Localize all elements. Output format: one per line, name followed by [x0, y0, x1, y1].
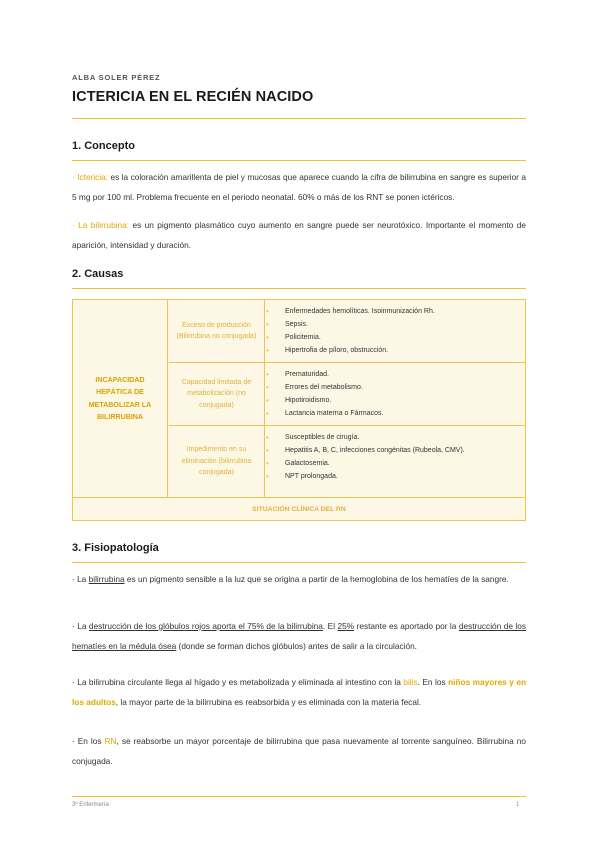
paragraph-fisio-2 [72, 616, 526, 656]
list-item: • Galactosemia. [285, 457, 465, 470]
text: · La bilirrubina circulante llega al hígado y es metabolizada y eliminada al intestino con la [72, 677, 404, 687]
underlined-percent: 25% [337, 621, 355, 631]
title-divider [72, 118, 526, 119]
paragraph-fisio-1 [72, 569, 526, 589]
list-item: • Prematuridad. [285, 368, 383, 381]
cause-list [285, 305, 435, 357]
cause-row-impedimento [169, 426, 525, 497]
cause-list [285, 368, 383, 420]
text: · En los [72, 736, 105, 746]
list-item: • NPT prolongada. [285, 470, 465, 483]
text: es un pigmento sensible a la luz que se origina a partir de la hemoglobina de los hematíes de la sangre. [124, 574, 509, 584]
footer-page-number: 1 [516, 802, 520, 808]
cause-list [285, 431, 465, 483]
bullet: · [72, 220, 79, 230]
definition-text: es la coloración amarillenta de piel y mucosas que aparece cuando la cifra de bilirrubina en sangre es superior a 5 mg por 100 ml. Problema frecuente en el periodo neonatal. 60% o más de los RNT se ponen ictéricos. [72, 172, 526, 202]
text: · La [72, 621, 89, 631]
footer-course: 3º Enfermería [72, 802, 109, 808]
paragraph-ictericia [72, 167, 526, 207]
list-item: • Policitemia. [285, 331, 435, 344]
page-title: ICTERICIA EN EL RECIÉN NACIDO [72, 89, 314, 105]
list-item: • Hipertrofia de píloro, obstrucción. [285, 344, 435, 357]
text: , se reabsorbe un mayor porcentaje de bilirrubina que pasa nuevamente al torrente sanguíneo. Bilirrubina no conjugada. [72, 736, 526, 766]
footer-divider [72, 796, 526, 797]
list-item: • Hipotiroidismo. [285, 394, 383, 407]
text: , la mayor parte de la bilirrubina es reabsorbida y es eliminada con la materia fecal. [115, 697, 422, 707]
section-divider [72, 288, 526, 289]
list-item: • Susceptibles de cirugía. [285, 431, 465, 444]
paragraph-fisio-4 [72, 731, 526, 771]
causes-table-footer: SITUACIÓN CLÍNICA DEL RN [73, 497, 525, 521]
highlight-bilis: bilis [403, 677, 418, 687]
text: · La [72, 574, 89, 584]
underlined-phrase: destrucción de los glóbulos rojos aporta el 75% de la bilirrubina [88, 621, 323, 631]
cause-row-exceso [169, 300, 525, 363]
paragraph-bilirrubina [72, 215, 526, 255]
author-name: ALBA SOLER PÉREZ [72, 73, 161, 82]
text: . El [322, 621, 338, 631]
cause-label: Impedimento en su eliminación (bilirrubina conjugada) [169, 426, 265, 497]
section-heading-concepto: 1. Concepto [72, 140, 135, 152]
list-item: • Sepsis. [285, 318, 435, 331]
list-item: • Enfermedades hemolíticas. Isoinmunización Rh. [285, 305, 435, 318]
causes-group-label: INCAPACIDAD HEPÁTICA DE METABOLIZAR LA BILIRRUBINA [73, 300, 168, 497]
definition-text: es un pigmento plasmático cuyo aumento en sangre puede ser neurotóxico. Importante el momento de aparición, intensidad y duración. [72, 220, 526, 250]
section-divider [72, 562, 526, 563]
highlight-adultos: niños mayores y en los adultos [72, 677, 527, 707]
paragraph-fisio-3 [72, 672, 526, 712]
section-heading-fisiopatologia: 3. Fisiopatología [72, 542, 159, 554]
cause-label: Capacidad limitada de metabolización (no conjugada) [169, 363, 265, 425]
list-item: • Errores del metabolismo. [285, 381, 383, 394]
cause-label: Exceso de producción (Bilirrubina no conjugada) [169, 300, 265, 362]
text: (donde se forman dichos glóbulos) antes de salir a la circulación. [176, 641, 417, 651]
cause-row-capacidad [169, 363, 525, 426]
text: restante es aportado por la [354, 621, 459, 631]
bullet: · [72, 172, 78, 182]
causes-table [72, 299, 526, 521]
highlight-rn: RN [104, 736, 117, 746]
term-bilirrubina: La bilirrubina: [78, 220, 130, 230]
text: . En los [417, 677, 449, 687]
list-item: • Lactancia materna o Fármacos. [285, 407, 383, 420]
section-divider [72, 160, 526, 161]
list-item: • Hepatitis A, B, C, infecciones congénitas (Rubeola, CMV). [285, 444, 465, 457]
term-ictericia: Ictericia: [77, 172, 109, 182]
underlined-term: bilirrubina [88, 574, 125, 584]
underlined-phrase: destrucción de los hematíes en la médula ósea [72, 621, 527, 651]
section-heading-causas: 2. Causas [72, 268, 124, 280]
